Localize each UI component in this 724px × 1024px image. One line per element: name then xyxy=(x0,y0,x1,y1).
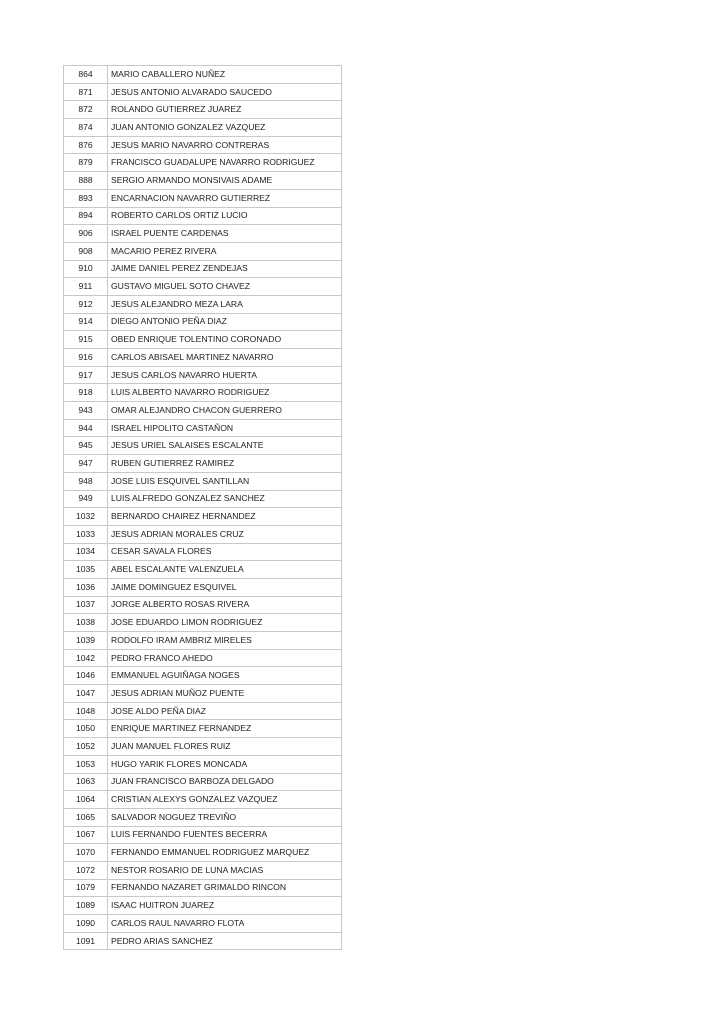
table-row xyxy=(64,932,342,950)
table-row xyxy=(64,225,342,243)
row-number-cell: 871 xyxy=(64,83,108,101)
row-number-cell: 914 xyxy=(64,313,108,331)
table-row xyxy=(64,808,342,826)
table-row xyxy=(64,83,342,101)
row-name-cell: CESAR SAVALA FLORES xyxy=(108,543,342,561)
row-number-cell: 915 xyxy=(64,331,108,349)
row-number-cell: 1070 xyxy=(64,844,108,862)
row-number-cell: 1065 xyxy=(64,808,108,826)
table-row xyxy=(64,897,342,915)
row-number-cell: 894 xyxy=(64,207,108,225)
table-row xyxy=(64,915,342,933)
row-number-cell: 888 xyxy=(64,172,108,190)
row-name-cell: CRISTIAN ALEXYS GONZALEZ VAZQUEZ xyxy=(108,791,342,809)
table-row xyxy=(64,101,342,119)
table-row xyxy=(64,632,342,650)
table-row xyxy=(64,861,342,879)
row-name-cell: JESUS URIEL SALAISES ESCALANTE xyxy=(108,437,342,455)
table-row xyxy=(64,490,342,508)
table-row xyxy=(64,136,342,154)
row-name-cell: RODOLFO IRAM AMBRIZ MIRELES xyxy=(108,632,342,650)
row-name-cell: JAIME DOMINGUEZ ESQUIVEL xyxy=(108,578,342,596)
row-name-cell: JESUS MARIO NAVARRO CONTRERAS xyxy=(108,136,342,154)
row-number-cell: 943 xyxy=(64,402,108,420)
row-number-cell: 917 xyxy=(64,366,108,384)
row-name-cell: FERNANDO NAZARET GRIMALDO RINCON xyxy=(108,879,342,897)
row-name-cell: OMAR ALEJANDRO CHACON GUERRERO xyxy=(108,402,342,420)
row-name-cell: JESUS ANTONIO ALVARADO SAUCEDO xyxy=(108,83,342,101)
row-number-cell: 1036 xyxy=(64,578,108,596)
table-row xyxy=(64,189,342,207)
row-number-cell: 916 xyxy=(64,349,108,367)
row-number-cell: 874 xyxy=(64,119,108,137)
row-name-cell: JAIME DANIEL PEREZ ZENDEJAS xyxy=(108,260,342,278)
table-row xyxy=(64,349,342,367)
table-row xyxy=(64,242,342,260)
table-row xyxy=(64,455,342,473)
row-name-cell: DIEGO ANTONIO PEÑA DIAZ xyxy=(108,313,342,331)
row-number-cell: 1064 xyxy=(64,791,108,809)
row-name-cell: FRANCISCO GUADALUPE NAVARRO RODRIGUEZ xyxy=(108,154,342,172)
row-name-cell: SERGIO ARMANDO MONSIVAIS ADAME xyxy=(108,172,342,190)
row-name-cell: ISRAEL HIPOLITO CASTAÑON xyxy=(108,419,342,437)
row-name-cell: ISAAC HUITRON JUAREZ xyxy=(108,897,342,915)
row-name-cell: JESUS ADRIAN MUÑOZ PUENTE xyxy=(108,685,342,703)
row-name-cell: LUIS ALFREDO GONZALEZ SANCHEZ xyxy=(108,490,342,508)
row-number-cell: 1033 xyxy=(64,525,108,543)
row-number-cell: 912 xyxy=(64,295,108,313)
row-number-cell: 918 xyxy=(64,384,108,402)
table-row xyxy=(64,260,342,278)
table-row xyxy=(64,561,342,579)
table-row xyxy=(64,154,342,172)
row-name-cell: ISRAEL PUENTE CARDENAS xyxy=(108,225,342,243)
row-name-cell: MACARIO PEREZ RIVERA xyxy=(108,242,342,260)
row-number-cell: 944 xyxy=(64,419,108,437)
row-number-cell: 1046 xyxy=(64,667,108,685)
row-number-cell: 893 xyxy=(64,189,108,207)
row-name-cell: PEDRO ARIAS SANCHEZ xyxy=(108,932,342,950)
row-name-cell: PEDRO FRANCO AHEDO xyxy=(108,649,342,667)
row-name-cell: ABEL ESCALANTE VALENZUELA xyxy=(108,561,342,579)
row-number-cell: 1067 xyxy=(64,826,108,844)
table-row xyxy=(64,826,342,844)
table-row xyxy=(64,525,342,543)
row-number-cell: 1091 xyxy=(64,932,108,950)
row-name-cell: OBED ENRIQUE TOLENTINO CORONADO xyxy=(108,331,342,349)
row-number-cell: 945 xyxy=(64,437,108,455)
row-number-cell: 1037 xyxy=(64,596,108,614)
table-row xyxy=(64,596,342,614)
table-row xyxy=(64,738,342,756)
row-number-cell: 1050 xyxy=(64,720,108,738)
row-number-cell: 908 xyxy=(64,242,108,260)
table-row xyxy=(64,66,342,84)
row-name-cell: MARIO CABALLERO NUÑEZ xyxy=(108,66,342,84)
row-name-cell: JESUS ADRIAN MORALES CRUZ xyxy=(108,525,342,543)
row-number-cell: 910 xyxy=(64,260,108,278)
table-row xyxy=(64,331,342,349)
row-number-cell: 1038 xyxy=(64,614,108,632)
table-row xyxy=(64,472,342,490)
row-number-cell: 864 xyxy=(64,66,108,84)
table-row xyxy=(64,578,342,596)
row-name-cell: JUAN ANTONIO GONZALEZ VAZQUEZ xyxy=(108,119,342,137)
table-row xyxy=(64,720,342,738)
row-name-cell: ROBERTO CARLOS ORTIZ LUCIO xyxy=(108,207,342,225)
row-name-cell: ENCARNACION NAVARRO GUTIERREZ xyxy=(108,189,342,207)
table-row xyxy=(64,119,342,137)
row-name-cell: CARLOS ABISAEL MARTINEZ NAVARRO xyxy=(108,349,342,367)
row-name-cell: ROLANDO GUTIERREZ JUAREZ xyxy=(108,101,342,119)
row-name-cell: GUSTAVO MIGUEL SOTO CHAVEZ xyxy=(108,278,342,296)
row-number-cell: 872 xyxy=(64,101,108,119)
row-number-cell: 1048 xyxy=(64,702,108,720)
row-number-cell: 1035 xyxy=(64,561,108,579)
row-number-cell: 1079 xyxy=(64,879,108,897)
table-row xyxy=(64,419,342,437)
row-name-cell: HUGO YARIK FLORES MONCADA xyxy=(108,755,342,773)
table-row xyxy=(64,402,342,420)
row-name-cell: JOSE EDUARDO LIMON RODRIGUEZ xyxy=(108,614,342,632)
row-name-cell: CARLOS RAUL NAVARRO FLOTA xyxy=(108,915,342,933)
row-number-cell: 1034 xyxy=(64,543,108,561)
row-number-cell: 949 xyxy=(64,490,108,508)
row-number-cell: 1072 xyxy=(64,861,108,879)
table-row xyxy=(64,313,342,331)
row-number-cell: 911 xyxy=(64,278,108,296)
row-number-cell: 1052 xyxy=(64,738,108,756)
row-number-cell: 1089 xyxy=(64,897,108,915)
row-name-cell: FERNANDO EMMANUEL RODRIGUEZ MARQUEZ xyxy=(108,844,342,862)
row-number-cell: 1090 xyxy=(64,915,108,933)
row-name-cell: JUAN FRANCISCO BARBOZA DELGADO xyxy=(108,773,342,791)
row-number-cell: 1032 xyxy=(64,508,108,526)
row-number-cell: 1039 xyxy=(64,632,108,650)
table-row xyxy=(64,508,342,526)
roster-table xyxy=(63,65,342,950)
row-number-cell: 1053 xyxy=(64,755,108,773)
table-row xyxy=(64,295,342,313)
row-number-cell: 1047 xyxy=(64,685,108,703)
row-name-cell: JOSE ALDO PEÑA DIAZ xyxy=(108,702,342,720)
row-name-cell: SALVADOR NOGUEZ TREVIÑO xyxy=(108,808,342,826)
row-number-cell: 1063 xyxy=(64,773,108,791)
table-row xyxy=(64,278,342,296)
table-row xyxy=(64,649,342,667)
row-name-cell: ENRIQUE MARTINEZ FERNANDEZ xyxy=(108,720,342,738)
table-row xyxy=(64,366,342,384)
row-number-cell: 1042 xyxy=(64,649,108,667)
table-row xyxy=(64,614,342,632)
row-name-cell: EMMANUEL AGUIÑAGA NOGES xyxy=(108,667,342,685)
table-row xyxy=(64,773,342,791)
row-number-cell: 876 xyxy=(64,136,108,154)
table-row xyxy=(64,384,342,402)
row-name-cell: LUIS FERNANDO FUENTES BECERRA xyxy=(108,826,342,844)
row-number-cell: 906 xyxy=(64,225,108,243)
table-row xyxy=(64,844,342,862)
table-row xyxy=(64,667,342,685)
table-row xyxy=(64,791,342,809)
row-name-cell: JOSE LUIS ESQUIVEL SANTILLAN xyxy=(108,472,342,490)
row-number-cell: 879 xyxy=(64,154,108,172)
row-name-cell: JESUS CARLOS NAVARRO HUERTA xyxy=(108,366,342,384)
table-row xyxy=(64,172,342,190)
row-name-cell: BERNARDO CHAIREZ HERNANDEZ xyxy=(108,508,342,526)
table-row xyxy=(64,543,342,561)
roster-table-body xyxy=(64,66,342,950)
table-row xyxy=(64,879,342,897)
table-row xyxy=(64,207,342,225)
row-name-cell: JESUS ALEJANDRO MEZA LARA xyxy=(108,295,342,313)
table-row xyxy=(64,437,342,455)
row-name-cell: LUIS ALBERTO NAVARRO RODRIGUEZ xyxy=(108,384,342,402)
row-number-cell: 947 xyxy=(64,455,108,473)
row-name-cell: RUBEN GUTIERREZ RAMIREZ xyxy=(108,455,342,473)
row-number-cell: 948 xyxy=(64,472,108,490)
row-name-cell: NESTOR ROSARIO DE LUNA MACIAS xyxy=(108,861,342,879)
row-name-cell: JUAN MANUEL FLORES RUIZ xyxy=(108,738,342,756)
row-name-cell: JORGE ALBERTO ROSAS RIVERA xyxy=(108,596,342,614)
table-row xyxy=(64,685,342,703)
table-row xyxy=(64,702,342,720)
table-row xyxy=(64,755,342,773)
